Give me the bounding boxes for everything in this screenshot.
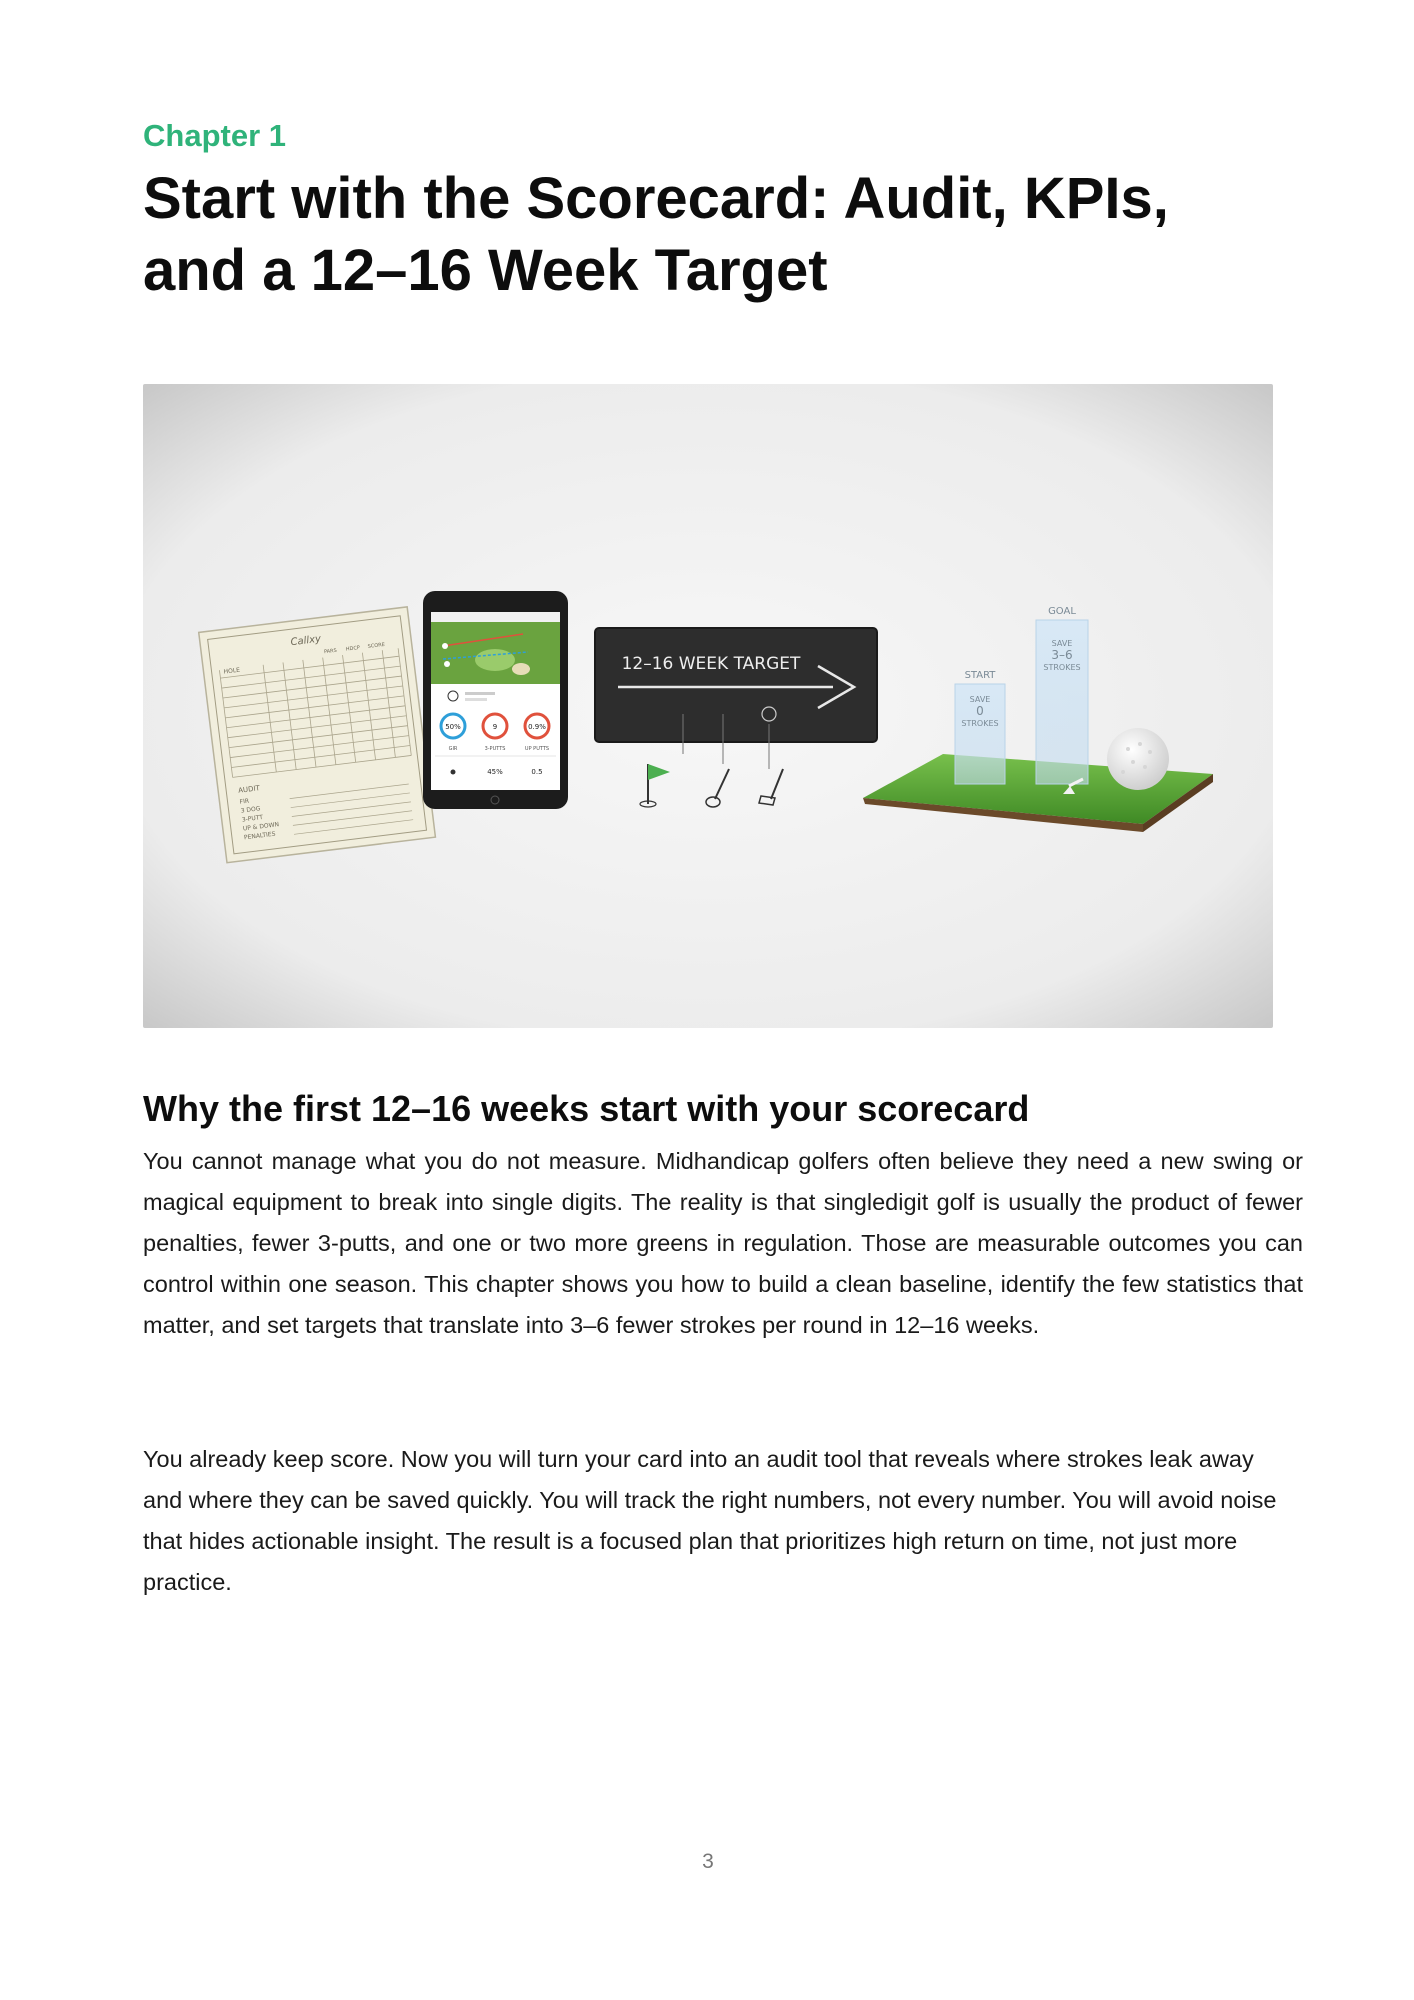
tablet-bottom-value: 0.5 (531, 768, 543, 776)
tablet-bottom-value: 45% (487, 768, 503, 776)
goal-bar-line3: STROKES (1043, 663, 1081, 672)
scorecard-audit-line: UP & DOWN (242, 821, 280, 833)
slate-text: 12–16 WEEK TARGET (621, 654, 801, 674)
tablet-illustration (423, 591, 568, 809)
body-paragraph: You cannot manage what you do not measure. Midhandicap golfers often believe they need a new swing or magical equipment to break into single digits. The reality is that singledigit golf is usually the product of fewer penalties, fewer 3-putts, and one or two more greens in regulation. Those are measurable outcomes you can control within one season. This chapter shows you how to build a clean baseline, identify the few statistics that matter, and set targets that translate into 3–6 fewer strokes per round in 12–16 weeks. (143, 1148, 1303, 1338)
stat-label: UP PUTTS (524, 746, 550, 752)
scorecard-logo: Callxy (289, 633, 322, 649)
goal-bar-line1: SAVE (1051, 639, 1073, 648)
goal-bar-value: 3–6 (1051, 648, 1073, 662)
section-heading: Why the first 12–16 weeks start with your scorecard (143, 1088, 1030, 1129)
golf-ball (1107, 728, 1169, 790)
stat-label: 3-PUTTS (484, 746, 506, 752)
start-bar-line3: STROKES (961, 719, 999, 728)
scorecard-header-hole: HOLE (223, 666, 241, 676)
goal-bar (1036, 606, 1088, 784)
start-bar-label: START (964, 670, 996, 681)
start-bar-line1: SAVE (969, 695, 991, 704)
scorecard-audit-line: PENALTIES (243, 830, 276, 842)
scorecard-audit-line: FIR (239, 797, 250, 806)
slate-sign (595, 628, 877, 742)
body-paragraph: You already keep score. Now you will turn your card into an audit tool that reveals where strokes leak away and where they can be saved quickly. You will track the right numbers, not every number. You will avoid noise that hides actionable insight. The result is a focused plan that prioritizes high return on time, not just more practice. (143, 1446, 1277, 1595)
stat-label: GIR (448, 746, 458, 752)
hero-illustration (143, 384, 1273, 1028)
scorecard-header-score: SCORE (367, 641, 386, 650)
scorecard-header-hdcp: HDCP (345, 644, 361, 653)
start-bar (955, 670, 1005, 784)
scorecard-illustration (199, 607, 436, 863)
stat-value: 0.9% (528, 723, 546, 731)
document-page (143, 0, 1303, 2000)
scorecard-audit-title: AUDIT (237, 784, 261, 795)
goal-bar-label: GOAL (1048, 606, 1076, 617)
scorecard-header-pars: PARS (323, 647, 338, 656)
scorecard-audit-line: 3-PUTT (241, 814, 264, 824)
scorecard-paper (199, 607, 436, 863)
stat-value: 50% (445, 723, 461, 731)
slate-board (595, 628, 877, 742)
stat-value: 9 (492, 723, 498, 731)
scorecard-audit-line: 3 DOG (240, 805, 261, 815)
start-bar-value: 0 (976, 704, 984, 718)
chapter-title: Start with the Scorecard: Audit, KPIs, and a 12–16 Week Target (143, 166, 1169, 303)
page-number: 3 (702, 1850, 714, 1873)
chapter-label: Chapter 1 (143, 118, 286, 153)
